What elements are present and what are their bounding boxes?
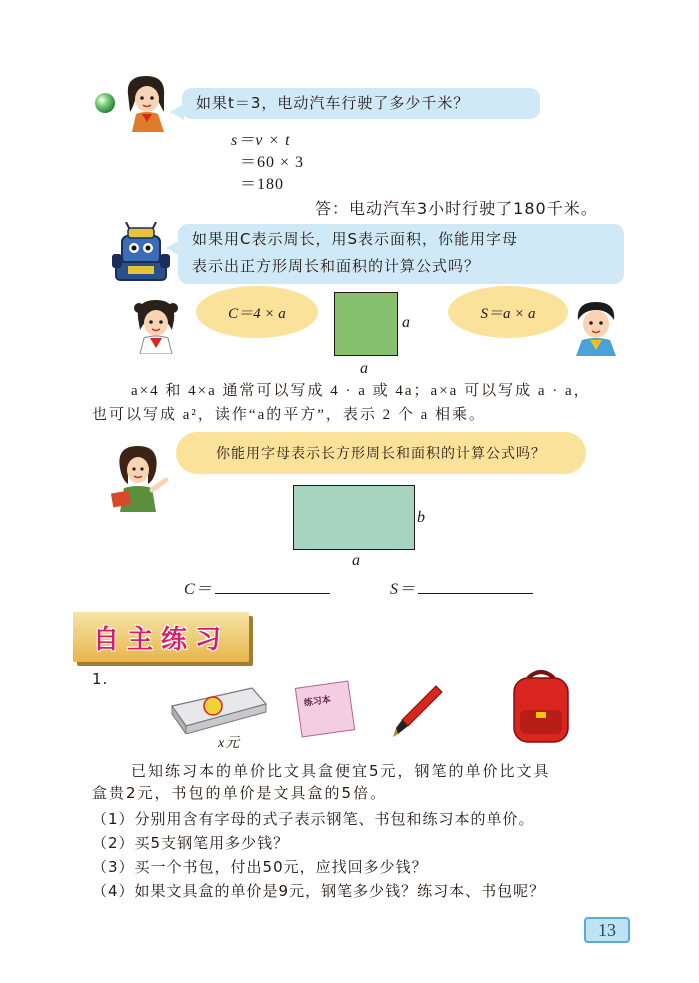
rectangle-side-label: b bbox=[417, 509, 426, 526]
fountain-pen-image bbox=[392, 682, 444, 738]
question-bubble-top bbox=[182, 88, 540, 119]
girl-avatar bbox=[120, 72, 176, 132]
robot-avatar bbox=[112, 222, 170, 282]
page-number: 13 bbox=[584, 917, 630, 943]
question-4: （4）如果文具盒的单价是9元，钢笔多少钱？练习本、书包呢？ bbox=[92, 882, 546, 900]
robot-bubble-line-1: 如果用C表示周长，用S表示面积，你能用字母 bbox=[192, 230, 518, 248]
robot-bubble bbox=[178, 224, 624, 284]
square-bottom-label: a bbox=[360, 360, 369, 377]
section-title-banner bbox=[73, 612, 249, 662]
perimeter-formula-oval bbox=[196, 286, 318, 338]
calc-line-1: s＝v × t bbox=[231, 132, 291, 149]
question-3: （3）买一个书包，付出50元，应找回多少钱？ bbox=[92, 858, 428, 876]
area-blank-label: S＝ bbox=[390, 581, 417, 598]
explanation-line-2: 也可以写成 a²，读作“a的平方”，表示 2 个 a 相乘。 bbox=[92, 407, 487, 423]
backpack-image bbox=[506, 668, 576, 744]
teacher-question: 你能用字母表示长方形周长和面积的计算公式吗？ bbox=[216, 446, 546, 462]
notebook-cover bbox=[295, 680, 355, 737]
pencil-box-price-label: x元 bbox=[218, 736, 241, 751]
exercise-number: 1. bbox=[92, 670, 109, 688]
notebook-image bbox=[292, 680, 358, 740]
pencil-box-image bbox=[168, 684, 268, 734]
teacher-bubble bbox=[176, 432, 586, 474]
notebook-label: 练习本 bbox=[303, 695, 332, 709]
exercise-text-line-2: 盒贵2元，书包的单价是文具盒的5倍。 bbox=[92, 784, 388, 802]
square-side-label: a bbox=[402, 314, 411, 331]
teacher-avatar bbox=[108, 440, 172, 512]
area-formula-oval bbox=[448, 286, 568, 338]
question-1: （1）分别用含有字母的式子表示钢笔、书包和练习本的单价。 bbox=[92, 810, 535, 828]
area-blank-row bbox=[390, 578, 533, 601]
calc-line-3: ＝180 bbox=[240, 176, 285, 193]
perimeter-blank-row bbox=[184, 578, 330, 601]
calc-answer: 答：电动汽车3小时行驶了180千米。 bbox=[315, 199, 598, 218]
calc-line-2: ＝60 × 3 bbox=[240, 154, 305, 171]
girl-avatar-left bbox=[130, 296, 184, 354]
area-answer-blank[interactable] bbox=[418, 579, 533, 594]
boy-avatar bbox=[568, 296, 624, 356]
perimeter-blank-label: C＝ bbox=[184, 581, 213, 598]
bubble-tail bbox=[166, 240, 180, 256]
green-ball-icon bbox=[94, 92, 116, 114]
green-square bbox=[334, 292, 398, 356]
question-text: 如果t＝3，电动汽车行驶了多少千米？ bbox=[196, 94, 470, 112]
exercise-text-line-1: 已知练习本的单价比文具盒便宜5元，钢笔的单价比文具 bbox=[131, 762, 551, 780]
question-2: （2）买5支钢笔用多少钱？ bbox=[92, 834, 290, 852]
section-title: 自主练习 bbox=[92, 624, 229, 655]
robot-bubble-line-2: 表示出正方形周长和面积的计算公式吗？ bbox=[192, 257, 481, 275]
rectangle-bottom-label: a bbox=[352, 552, 361, 569]
bubble-tail bbox=[170, 104, 184, 120]
explanation-line-1: a×4 和 4×a 通常可以写成 4 · a 或 4a；a×a 可以写成 a · a， bbox=[131, 383, 591, 399]
teal-rectangle bbox=[293, 485, 415, 550]
area-formula: S＝a × a bbox=[480, 305, 536, 322]
perimeter-formula: C＝4 × a bbox=[228, 305, 286, 322]
perimeter-answer-blank[interactable] bbox=[215, 579, 330, 594]
